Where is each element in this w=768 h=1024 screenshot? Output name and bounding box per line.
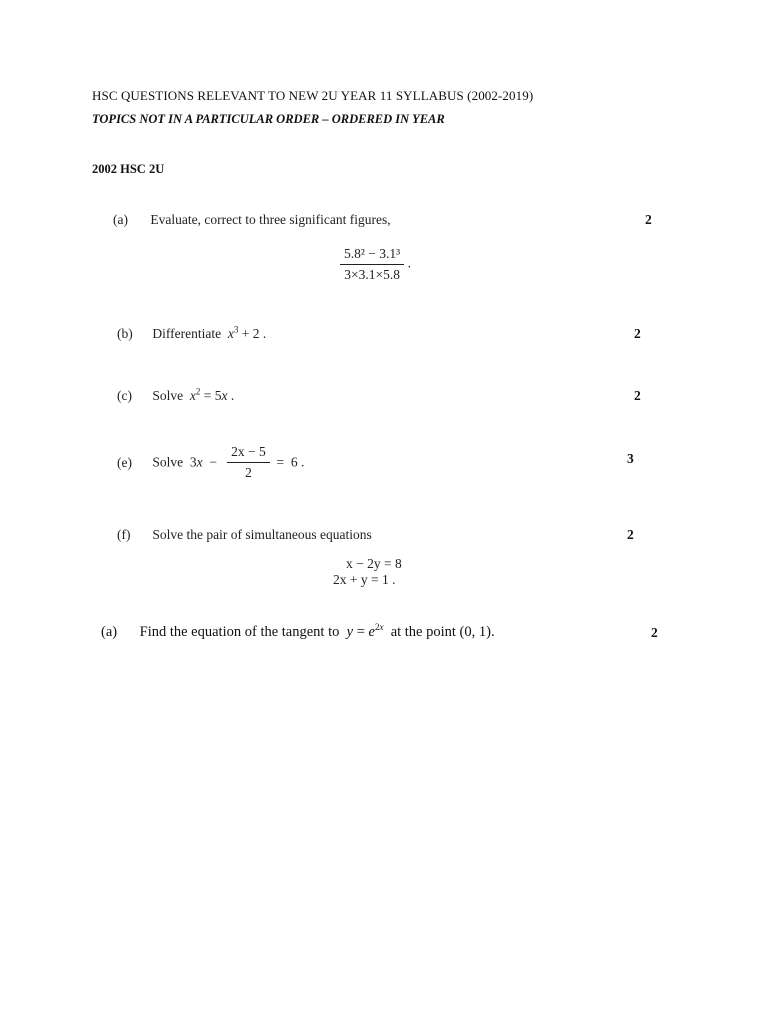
math-term: 3x − xyxy=(186,454,224,470)
question-text-after: at the point (0, 1). xyxy=(390,624,495,640)
question-text: Differentiate xyxy=(152,326,222,341)
question-marks: 2 xyxy=(634,326,641,341)
question-b-differentiate xyxy=(117,326,266,342)
question-marks: 2 xyxy=(651,625,658,640)
fraction-numerator: 5.8² − 3.1³ xyxy=(340,246,404,265)
fraction xyxy=(340,246,404,283)
section-heading: 2002 HSC 2U xyxy=(92,162,165,176)
document-subtitle: TOPICS NOT IN A PARTICULAR ORDER – ORDERED IN YEAR xyxy=(92,112,445,126)
expression-trail: . xyxy=(407,255,411,271)
evaluate-expression xyxy=(340,246,411,283)
question-label: (a) xyxy=(101,624,118,640)
question-text: Evaluate, correct to three significant figures, xyxy=(150,212,391,227)
question-a-evaluate xyxy=(113,212,391,228)
question-label: (b) xyxy=(117,326,133,341)
fraction-numerator: 2x − 5 xyxy=(227,444,270,463)
equation-2: 2x + y = 1 . xyxy=(333,572,396,587)
math-expression: $y = e^{2x}$ xyxy=(346,622,384,640)
document-title: HSC QUESTIONS RELEVANT TO NEW 2U YEAR 11 SYLLABUS (2002-2019) xyxy=(92,88,534,103)
fraction xyxy=(227,444,270,481)
question-marks: 3 xyxy=(627,451,634,466)
question-marks: 2 xyxy=(627,527,634,542)
question-marks: 2 xyxy=(634,388,641,403)
fraction-denominator: 3×3.1×5.8 xyxy=(344,267,400,282)
equation-1: x − 2y = 8 xyxy=(346,556,402,571)
question-marks: 2 xyxy=(645,212,652,227)
question-label: (a) xyxy=(113,212,128,227)
question-label: (f) xyxy=(117,527,131,542)
math-expression: $x^2 = 5x$ . xyxy=(189,386,235,403)
fraction-denominator: 2 xyxy=(245,465,252,480)
question-text: Solve xyxy=(152,388,184,403)
question-label: (c) xyxy=(117,388,132,403)
question-f-simultaneous xyxy=(117,527,372,543)
math-expression: $x^3 + 2$ . xyxy=(227,324,267,341)
question-text: Solve xyxy=(152,454,184,470)
question-c-solve xyxy=(117,388,234,404)
question-text: Solve the pair of simultaneous equations xyxy=(152,527,372,542)
question-e-solve xyxy=(117,444,304,481)
question-text-before: Find the equation of the tangent to xyxy=(139,624,340,640)
math-term: = 6 . xyxy=(273,454,305,470)
question-label: (e) xyxy=(117,454,132,470)
question-a-tangent xyxy=(101,624,495,641)
